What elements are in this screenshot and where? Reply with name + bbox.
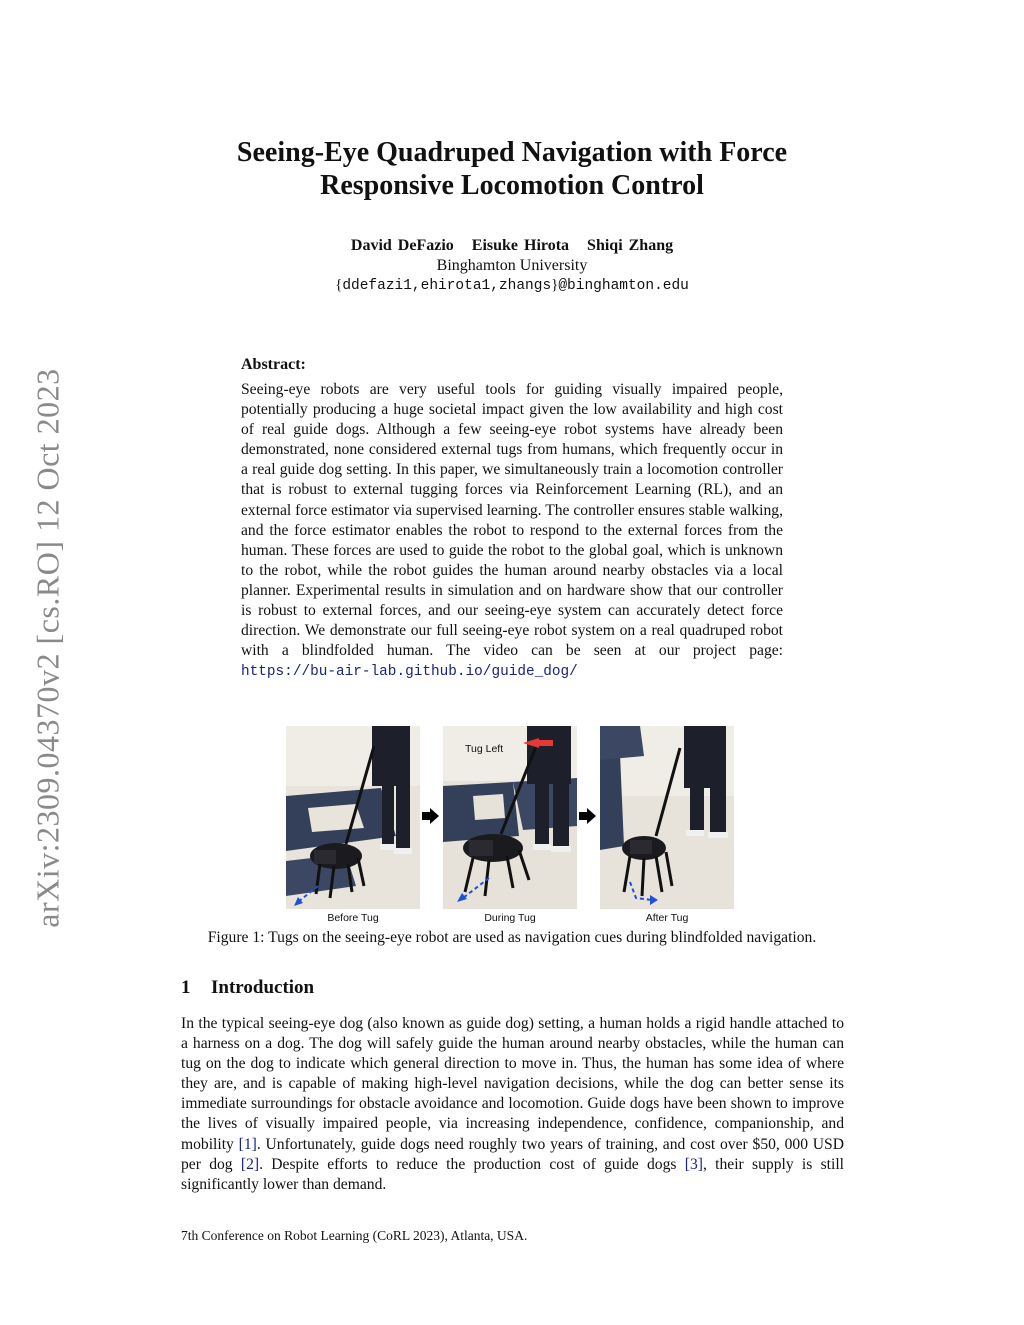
brace-close: } bbox=[551, 277, 559, 293]
brace-open: { bbox=[335, 277, 343, 293]
introduction-paragraph bbox=[181, 1014, 844, 1195]
intro-text: . Unfortunately, guide dogs need roughly two years of training, and cost over $50, 000 USD per dog bbox=[181, 1135, 844, 1173]
arxiv-id: arXiv:2309.04370v2 [cs.RO] 12 Oct 2023 bbox=[29, 368, 66, 928]
citation-2[interactable]: [2] bbox=[240, 1155, 260, 1173]
panel-caption-after: After Tug bbox=[645, 912, 689, 924]
photo-during-tug bbox=[443, 726, 577, 909]
conference-footer: 7th Conference on Robot Learning (CoRL 2023), Atlanta, USA. bbox=[181, 1228, 528, 1243]
author-emails bbox=[150, 275, 874, 296]
section-title: Introduction bbox=[211, 977, 315, 998]
figure-1 bbox=[286, 726, 734, 926]
sequence-arrow-2 bbox=[579, 808, 597, 824]
citation-3[interactable]: [3] bbox=[684, 1155, 703, 1173]
photo-after-tug bbox=[600, 726, 734, 909]
panel-caption-during: During Tug bbox=[484, 912, 536, 924]
author: Eisuke Hirota bbox=[471, 237, 570, 254]
abstract-body: Seeing-eye robots are very useful tools for guiding visually impaired people, potentially producing a huge societal impact given the low availability and high cost of real guide dogs. Although a few seeing-eye robot systems have already been demonstrated, none considered external tugs from humans, which frequently occur in a real guide dog setting. In this paper, we simultaneously train a locomotion controller that is robust to external tugging forces via Reinforcement Learning (RL), and an external force estimator via supervised learning. The controller ensures stable walking, and the force estimator enables the robot to respond to the external forces from the human. These forces are used to guide the robot to the global goal, which is unknown to the robot, while the robot guides the human around nearby obstacles via a local planner. Experimental results in simulation and on hardware show that our controller is robust to external forces, and our seeing-eye system can accurately detect force direction. We demonstrate our full seeing-eye robot system on a real quadruped robot with a blindfolded human. The video can be seen at our project page: bbox=[241, 381, 783, 660]
abstract-heading: Abstract: bbox=[241, 356, 306, 373]
intro-text: , their supply is still significantly lower than demand. bbox=[181, 1155, 845, 1193]
email-users: ddefazi1,ehirota1,zhangs bbox=[342, 278, 552, 294]
intro-text: In the typical seeing-eye dog (also known as guide dog) setting, a human holds a rigid handle attached to a harness on a dog. The dog will safely guide the human around nearby obstacles, while the human can tug on the dog to indicate which general direction to move in. Thus, the human has some idea of where they are, and is capable of making high-level navigation decisions, while the dog can better sense its immediate surroundings for obstacle avoidance and locomotion. Guide dogs have been shown to improve the lives of visually impaired people, via increasing independence, confidence, companionship, and mobility bbox=[181, 1015, 844, 1153]
author: David DeFazio bbox=[350, 237, 454, 254]
author: Shiqi Zhang bbox=[587, 237, 674, 254]
sequence-arrow-1 bbox=[422, 808, 440, 824]
title-line-1: Seeing-Eye Quadruped Navigation with Force bbox=[236, 137, 788, 168]
tug-left-label: Tug Left bbox=[465, 743, 504, 755]
title-line-2: Responsive Locomotion Control bbox=[320, 170, 704, 201]
abstract-text bbox=[241, 380, 783, 682]
project-page-link[interactable]: https://bu-air-lab.github.io/guide_dog/ bbox=[241, 664, 578, 681]
author-list bbox=[150, 236, 874, 256]
panel-caption-before: Before Tug bbox=[327, 912, 379, 924]
section-number: 1 bbox=[181, 977, 191, 998]
paper-title bbox=[150, 136, 874, 202]
photo-before-tug bbox=[286, 726, 420, 909]
figure-caption: Figure 1: Tugs on the seeing-eye robot are used as navigation cues during blindfolded navigation. bbox=[207, 929, 817, 946]
email-domain: @binghamton.edu bbox=[558, 278, 689, 294]
affiliation: Binghamton University bbox=[436, 257, 588, 274]
citation-1[interactable]: [1] bbox=[238, 1135, 257, 1153]
section-heading bbox=[181, 977, 314, 999]
intro-text: . Despite efforts to reduce the production cost of guide dogs bbox=[259, 1155, 677, 1173]
